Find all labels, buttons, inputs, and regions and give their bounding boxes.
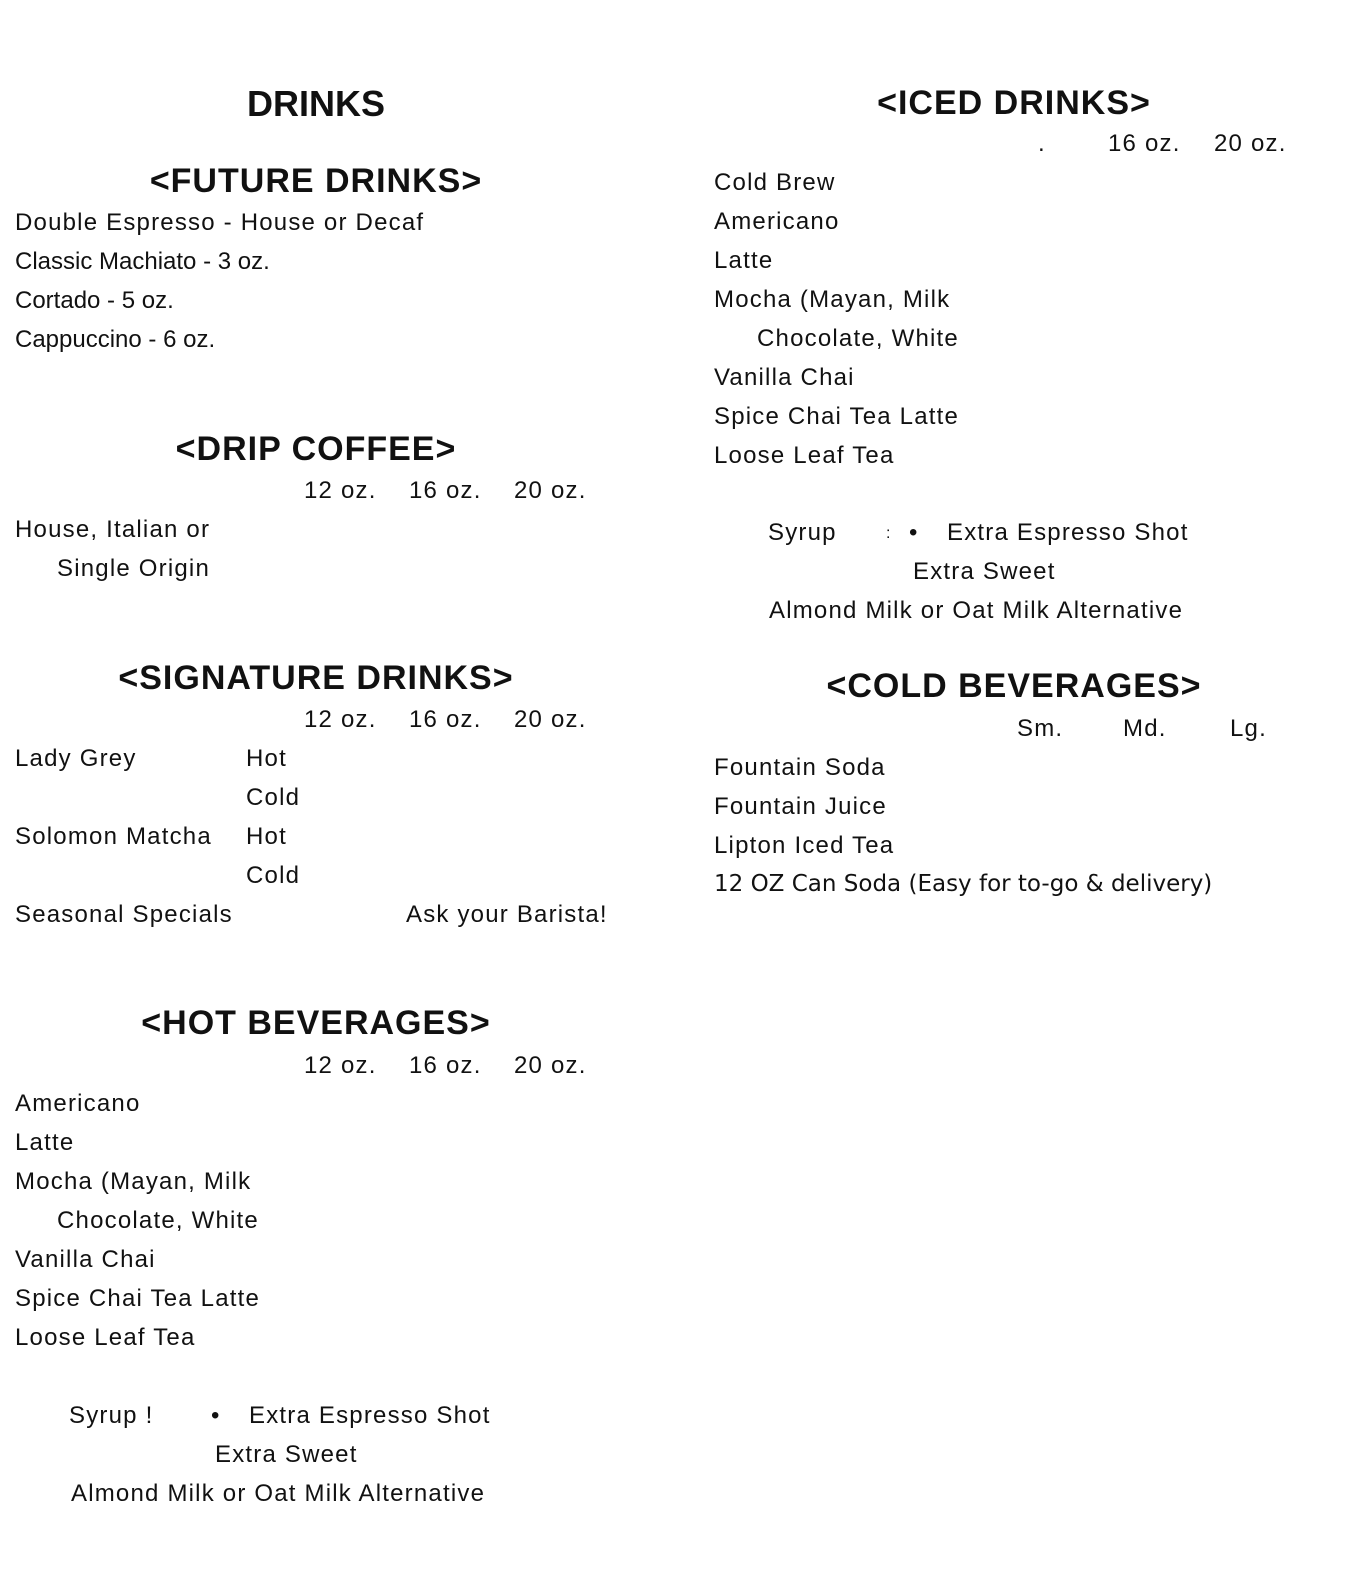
- menu-item: Lady Grey: [15, 745, 137, 772]
- menu-item: Vanilla Chai: [15, 1246, 156, 1273]
- menu-item: Chocolate, White: [57, 1207, 259, 1234]
- bullet-icon: •: [909, 519, 919, 546]
- menu-item: Single Origin: [57, 555, 211, 582]
- menu-item: House, Italian or: [15, 516, 211, 543]
- size-header: 16 oz.: [409, 706, 482, 733]
- addon-item: Almond Milk or Oat Milk Alternative: [71, 1480, 486, 1507]
- menu-item: Classic Machiato - 3 oz.: [15, 248, 270, 275]
- menu-item: Americano: [714, 208, 840, 235]
- temperature-label: Hot: [246, 745, 287, 772]
- addon-item: Extra Sweet: [913, 558, 1056, 585]
- iced-drinks-heading: <ICED DRINKS>: [877, 84, 1151, 122]
- stray-dot: .: [1038, 130, 1046, 157]
- menu-item: Cortado - 5 oz.: [15, 287, 174, 314]
- size-header: 20 oz.: [1214, 130, 1287, 157]
- addon-item: Extra Espresso Shot: [947, 519, 1189, 546]
- menu-item: Seasonal Specials: [15, 901, 233, 928]
- menu-item: Americano: [15, 1090, 141, 1117]
- size-header: 12 oz.: [304, 1052, 377, 1079]
- menu-item: Loose Leaf Tea: [15, 1324, 196, 1351]
- addon-item: Extra Sweet: [215, 1441, 358, 1468]
- menu-item: Loose Leaf Tea: [714, 442, 895, 469]
- menu-item: Double Espresso - House or Decaf: [15, 209, 425, 236]
- menu-item: Latte: [714, 247, 774, 274]
- menu-item: Latte: [15, 1129, 75, 1156]
- menu-item: Fountain Juice: [714, 793, 887, 820]
- future-drinks-heading: <FUTURE DRINKS>: [149, 162, 483, 200]
- size-header: Sm.: [1017, 715, 1064, 742]
- menu-item: 12 OZ Can Soda (Easy for to-go & delivery): [714, 871, 1213, 897]
- addon-item: Extra Espresso Shot: [249, 1402, 491, 1429]
- syrup-label: Syrup !: [69, 1402, 154, 1429]
- menu-item: Lipton Iced Tea: [714, 832, 895, 859]
- menu-item: Spice Chai Tea Latte: [15, 1285, 261, 1312]
- size-header: 12 oz.: [304, 477, 377, 504]
- drip-coffee-heading: <DRIP COFFEE>: [175, 430, 457, 468]
- menu-item: Cappuccino - 6 oz.: [15, 326, 216, 353]
- menu-item: Chocolate, White: [757, 325, 959, 352]
- menu-item: Fountain Soda: [714, 754, 886, 781]
- cold-beverages-heading: <COLD BEVERAGES>: [826, 667, 1202, 705]
- hot-beverages-heading: <HOT BEVERAGES>: [141, 1004, 491, 1042]
- addon-item: Almond Milk or Oat Milk Alternative: [769, 597, 1184, 624]
- bullet-icon: •: [211, 1402, 221, 1429]
- size-header: 16 oz.: [409, 477, 482, 504]
- temperature-label: Hot: [246, 823, 287, 850]
- menu-item: Spice Chai Tea Latte: [714, 403, 960, 430]
- size-header: Md.: [1123, 715, 1167, 742]
- menu-item: Mocha (Mayan, Milk: [714, 286, 951, 313]
- menu-item: Mocha (Mayan, Milk: [15, 1168, 252, 1195]
- menu-item: Solomon Matcha: [15, 823, 212, 850]
- size-header: Lg.: [1230, 715, 1267, 742]
- size-header: 16 oz.: [409, 1052, 482, 1079]
- size-header: 16 oz.: [1108, 130, 1181, 157]
- signature-drinks-heading: <SIGNATURE DRINKS>: [118, 659, 514, 697]
- barista-note: Ask your Barista!: [406, 901, 608, 928]
- temperature-label: Cold: [246, 862, 301, 889]
- size-header: 20 oz.: [514, 706, 587, 733]
- syrup-label: Syrup: [768, 519, 837, 546]
- size-header: 12 oz.: [304, 706, 377, 733]
- size-header: 20 oz.: [514, 477, 587, 504]
- stray-colon: :: [886, 525, 892, 542]
- menu-item: Vanilla Chai: [714, 364, 855, 391]
- menu-item: Cold Brew: [714, 169, 836, 196]
- temperature-label: Cold: [246, 784, 301, 811]
- page-title: DRINKS: [246, 83, 386, 124]
- size-header: 20 oz.: [514, 1052, 587, 1079]
